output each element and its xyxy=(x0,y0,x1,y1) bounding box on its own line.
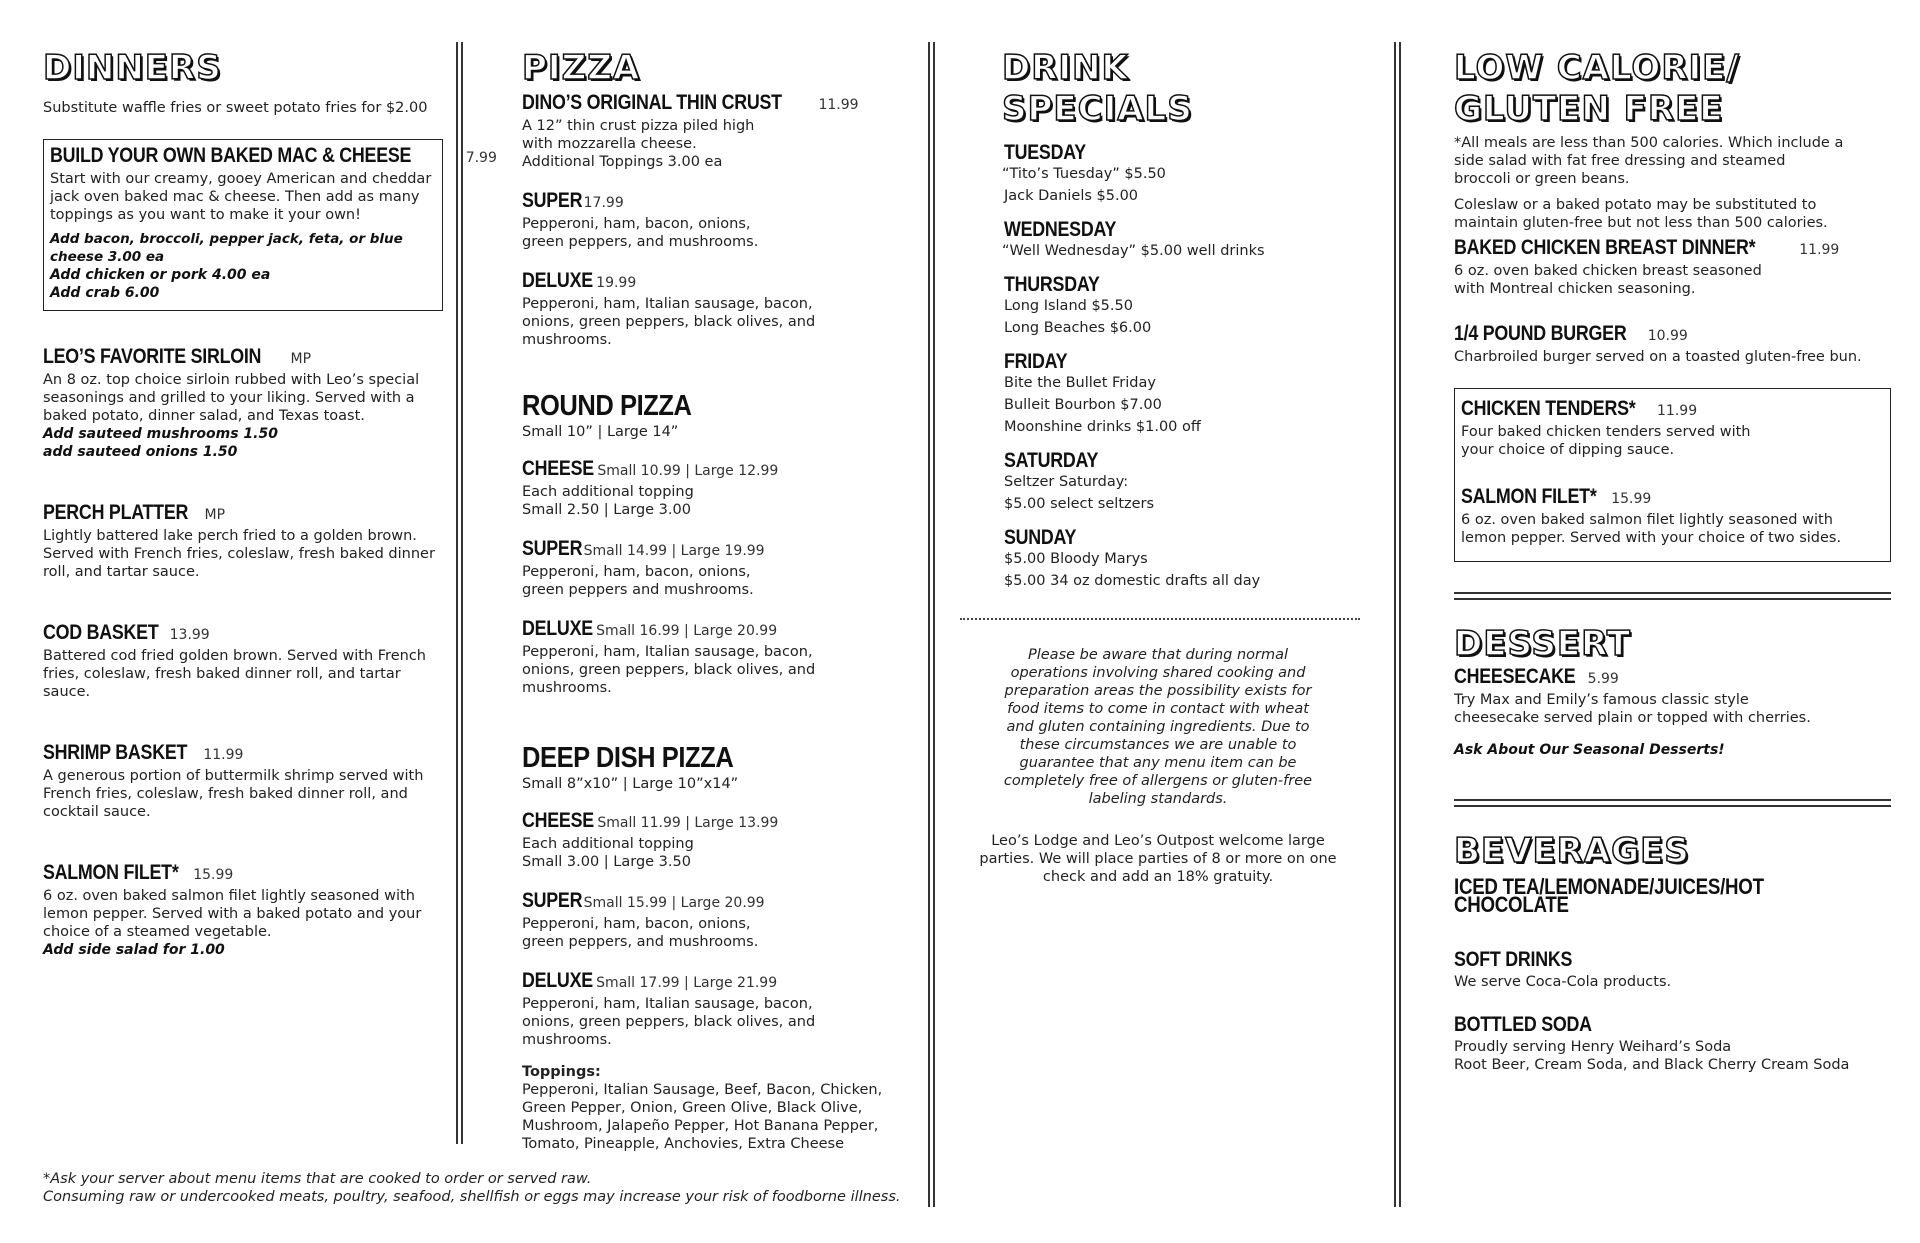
lowcal-column xyxy=(1454,48,1894,1106)
item-price: 11.99 xyxy=(1657,403,1698,419)
drink-day xyxy=(1002,449,1362,515)
item-name: BUILD YOUR OWN BAKED MAC & CHEESE xyxy=(50,144,412,167)
item-desc: Battered cod fried golden brown. Served with French fries, coleslaw, fresh baked dinner roll, and tartar sauce. xyxy=(43,648,426,700)
item-desc: Try Max and Emily’s famous classic style cheesecake served plain or topped with cherries. xyxy=(1454,692,1811,726)
drink-line: Bulleit Bourbon $7.00 xyxy=(1004,397,1162,413)
menu-item-soft-drinks xyxy=(1454,948,1894,991)
item-name: LEO’S FAVORITE SIRLOIN xyxy=(43,345,262,368)
menu-item-round-super xyxy=(522,537,922,599)
double-divider xyxy=(1454,592,1891,600)
item-price: 19.99 xyxy=(596,275,637,291)
seasonal-desserts: Ask About Our Seasonal Desserts! xyxy=(1454,742,1725,758)
item-price: 10.99 xyxy=(1647,328,1688,344)
item-desc: A 12” thin crust pizza piled high with mozzarella cheese. xyxy=(522,118,755,152)
day-name: TUESDAY xyxy=(1004,141,1086,164)
section-title-beverages: BEVERAGES xyxy=(1454,831,1690,871)
item-desc: Each additional topping xyxy=(522,836,694,852)
menu-item-super xyxy=(522,189,922,251)
footer-line: Consuming raw or undercooked meats, poultry, seafood, shellfish or eggs may increase your risk of foodborne illness. xyxy=(43,1189,901,1205)
item-addon: add sauteed onions 1.50 xyxy=(43,444,238,460)
item-addon: Add crab 6.00 xyxy=(50,285,160,301)
item-desc: Lightly battered lake perch fried to a golden brown. Served with French fries, coleslaw, fresh baked dinner roll, and tartar sauce. xyxy=(43,528,435,580)
column-divider xyxy=(1394,42,1401,1207)
item-name: DELUXE xyxy=(522,269,593,292)
menu-item-cod xyxy=(43,621,443,701)
item-extra: Small 3.00 | Large 3.50 xyxy=(522,854,691,870)
item-desc: 6 oz. oven baked salmon filet lightly seasoned with lemon pepper. Served with your choice of two sides. xyxy=(1461,512,1842,546)
dinners-note: Substitute waffle fries or sweet potato fries for $2.00 xyxy=(43,100,428,116)
section-title-pizza: PIZZA xyxy=(522,48,641,88)
footer-line: *Ask your server about menu items that are cooked to order or served raw. xyxy=(43,1171,592,1187)
item-name: SUPER xyxy=(522,189,583,212)
item-desc: An 8 oz. top choice sirloin rubbed with Leo’s special seasonings and grilled to your liking. Served with a baked potato, dinner salad, and Texas toast. xyxy=(43,372,420,424)
item-name: CHEESECAKE xyxy=(1454,665,1576,688)
day-name: WEDNESDAY xyxy=(1004,218,1117,241)
item-desc: Pepperoni, ham, bacon, onions, green peppers, and mushrooms. xyxy=(522,916,759,950)
item-desc: Pepperoni, ham, Italian sausage, bacon, onions, green peppers, black olives, and mushrooms. xyxy=(522,996,816,1048)
section-title-lowcal: LOW CALORIE/ GLUTEN FREE xyxy=(1454,48,1740,129)
drink-day xyxy=(1002,141,1362,207)
item-price: 11.99 xyxy=(203,747,244,763)
item-desc: Pepperoni, ham, Italian sausage, bacon, onions, green peppers, black olives, and mushrooms. xyxy=(522,644,816,696)
item-name: SALMON FILET* xyxy=(1461,485,1597,508)
drink-line: Moonshine drinks $1.00 off xyxy=(1004,419,1201,435)
item-name: DELUXE xyxy=(522,969,593,992)
iced-tea-line: ICED TEA/LEMONADE/JUICES/HOT CHOCOLATE xyxy=(1454,874,1764,917)
drink-day xyxy=(1002,218,1362,262)
drink-line: Jack Daniels $5.00 xyxy=(1004,188,1139,204)
item-name: SUPER xyxy=(522,537,583,560)
menu-item-bottled-soda xyxy=(1454,1013,1894,1074)
item-desc: Start with our creamy, gooey American and cheddar jack oven baked mac & cheese. Then add as many toppings as you want to make it your own! xyxy=(50,171,432,223)
item-desc: Four baked chicken tenders served with your choice of dipping sauce. xyxy=(1461,424,1751,458)
item-price: Small 16.99 | Large 20.99 xyxy=(596,623,778,639)
drink-line: Long Island $5.50 xyxy=(1004,298,1133,314)
drink-line: $5.00 Bloody Marys xyxy=(1004,551,1148,567)
deep-dish-sizes: Small 8”x10” | Large 10”x14” xyxy=(522,776,739,792)
drink-line: “Well Wednesday” $5.00 well drinks xyxy=(1002,243,1265,259)
drink-day xyxy=(1002,350,1362,438)
pizza-column xyxy=(522,48,922,1153)
column-divider xyxy=(928,42,935,1207)
item-name: COD BASKET xyxy=(43,621,159,644)
footer-disclaimer xyxy=(43,1170,900,1206)
item-name: BOTTLED SODA xyxy=(1454,1013,1592,1036)
item-price: 11.99 xyxy=(1799,242,1840,258)
section-title-dessert: DESSERT xyxy=(1454,624,1631,664)
menu-item-deep-deluxe xyxy=(522,969,922,1049)
item-name: CHEESE xyxy=(522,457,594,480)
item-price: Small 15.99 | Large 20.99 xyxy=(583,895,765,911)
item-extra: Additional Toppings 3.00 ea xyxy=(522,154,723,170)
item-name: DELUXE xyxy=(522,617,593,640)
item-addon: Add sauteed mushrooms 1.50 xyxy=(43,426,278,442)
item-price: 7.99 xyxy=(465,150,497,166)
day-name: THURSDAY xyxy=(1004,273,1100,296)
drink-line: Seltzer Saturday: xyxy=(1004,474,1129,490)
item-desc: We serve Coca-Cola products. xyxy=(1454,974,1672,990)
menu-item-sirloin xyxy=(43,345,443,461)
menu-item-chicken-breast xyxy=(1454,236,1894,298)
menu-item-cheesecake xyxy=(1454,665,1894,727)
item-addon: Add side salad for 1.00 xyxy=(43,942,225,958)
item-name: DINO’S ORIGINAL THIN CRUST xyxy=(522,91,782,114)
day-name: SUNDAY xyxy=(1004,526,1077,549)
item-name: SUPER xyxy=(522,889,583,912)
item-desc: A generous portion of buttermilk shrimp served with French fries, coleslaw, fresh baked dinner roll, and cocktail sauce. xyxy=(43,768,424,820)
item-addon: Add chicken or pork 4.00 ea xyxy=(50,267,271,283)
section-title-dinners: DINNERS xyxy=(43,48,222,88)
menu-item-deep-super xyxy=(522,889,922,951)
menu-item-tenders xyxy=(1461,397,1884,459)
item-name: SHRIMP BASKET xyxy=(43,741,188,764)
deep-dish-title: DEEP DISH PIZZA xyxy=(522,742,734,774)
menu-item-burger xyxy=(1454,322,1894,366)
item-desc: 6 oz. oven baked chicken breast seasoned with Montreal chicken seasoning. xyxy=(1454,263,1762,297)
lowcal-note: Coleslaw or a baked potato may be substituted to maintain gluten-free but not less than 500 calories. xyxy=(1454,197,1828,231)
item-desc: Charbroiled burger served on a toasted gluten-free bun. xyxy=(1454,349,1862,365)
section-title-drinks: DRINK SPECIALS xyxy=(1002,48,1193,129)
menu-item-perch xyxy=(43,501,443,581)
item-name: SALMON FILET* xyxy=(43,861,179,884)
menu-item-lowcal-salmon xyxy=(1461,485,1884,547)
tenders-salmon-box xyxy=(1454,388,1891,562)
item-price: 15.99 xyxy=(193,867,234,883)
double-divider xyxy=(1454,799,1891,807)
item-addon: Add bacon, broccoli, pepper jack, feta, or blue cheese 3.00 ea xyxy=(50,231,403,265)
item-desc: Pepperoni, ham, bacon, onions, green peppers and mushrooms. xyxy=(522,564,754,598)
item-name: PERCH PLATTER xyxy=(43,501,189,524)
drink-day xyxy=(1002,526,1362,592)
drink-line: $5.00 34 oz domestic drafts all day xyxy=(1004,573,1261,589)
item-desc: Pepperoni, ham, bacon, onions, green peppers, and mushrooms. xyxy=(522,216,759,250)
item-price: MP xyxy=(204,507,226,523)
item-price: Small 10.99 | Large 12.99 xyxy=(597,463,779,479)
drink-line: “Tito’s Tuesday” $5.50 xyxy=(1002,166,1166,182)
menu-item-round-cheese xyxy=(522,457,922,519)
item-price: 5.99 xyxy=(1587,671,1619,687)
day-name: FRIDAY xyxy=(1004,350,1068,373)
menu-item-salmon xyxy=(43,861,443,959)
toppings-list: Pepperoni, Italian Sausage, Beef, Bacon, Chicken, Green Pepper, Onion, Green Olive, Black Olive, Mushroom, Jalapeño Pepper, Hot Banana Pepper, Tomato, Pineapple, Anchovies, Extra Cheese xyxy=(522,1082,883,1152)
drink-line: Long Beaches $6.00 xyxy=(1004,320,1152,336)
item-price: 11.99 xyxy=(818,97,859,113)
lowcal-note: *All meals are less than 500 calories. Which include a side salad with fat free dressing and steamed broccoli or green beans. xyxy=(1454,135,1844,187)
item-price: MP xyxy=(290,351,312,367)
item-desc: Proudly serving Henry Weihard’s Soda xyxy=(1454,1039,1732,1055)
allergen-disclaimer: Please be aware that during normal operations involving shared cooking and preparation areas the possibility exists for food items to come in contact with wheat and gluten containing ingredients. Due to these circumstances we are unable to guarantee that any menu item can be completely free of allergens or gluten-free labeling standards. xyxy=(1003,647,1313,807)
item-name: 1/4 POUND BURGER xyxy=(1454,322,1627,345)
item-extra: Small 2.50 | Large 3.00 xyxy=(522,502,691,518)
item-name: CHICKEN TENDERS* xyxy=(1461,397,1636,420)
drink-day xyxy=(1002,273,1362,339)
large-parties-note: Leo’s Lodge and Leo’s Outpost welcome large parties. We will place parties of 8 or more on one check and add an 18% gratuity. xyxy=(979,833,1337,885)
item-price: Small 11.99 | Large 13.99 xyxy=(597,815,779,831)
mac-cheese-box xyxy=(43,139,497,311)
toppings-label: Toppings: xyxy=(522,1064,601,1080)
menu-item-round-deluxe xyxy=(522,617,922,697)
item-desc: Root Beer, Cream Soda, and Black Cherry Cream Soda xyxy=(1454,1057,1850,1073)
item-price: Small 17.99 | Large 21.99 xyxy=(596,975,778,991)
item-price: 13.99 xyxy=(169,627,210,643)
item-price: 17.99 xyxy=(583,195,624,211)
item-desc: 6 oz. oven baked salmon filet lightly seasoned with lemon pepper. Served with a baked potato and your choice of a steamed vegetable. xyxy=(43,888,422,940)
round-pizza-sizes: Small 10” | Large 14” xyxy=(522,424,679,440)
item-name: BAKED CHICKEN BREAST DINNER* xyxy=(1454,236,1756,259)
item-desc: Each additional topping xyxy=(522,484,694,500)
menu-item-deluxe xyxy=(522,269,922,349)
item-name: CHEESE xyxy=(522,809,594,832)
item-price: Small 14.99 | Large 19.99 xyxy=(583,543,765,559)
item-desc: Pepperoni, ham, Italian sausage, bacon, onions, green peppers, black olives, and mushrooms. xyxy=(522,296,816,348)
round-pizza-title: ROUND PIZZA xyxy=(522,390,692,422)
item-price: 15.99 xyxy=(1611,491,1652,507)
menu-item-shrimp xyxy=(43,741,443,821)
drink-line: $5.00 select seltzers xyxy=(1004,496,1155,512)
column-divider xyxy=(456,42,463,1144)
item-name: SOFT DRINKS xyxy=(1454,948,1573,971)
dotted-divider xyxy=(960,618,1360,620)
drink-line: Bite the Bullet Friday xyxy=(1004,375,1156,391)
dinners-column xyxy=(43,48,497,991)
day-name: SATURDAY xyxy=(1004,449,1099,472)
menu-item-deep-cheese xyxy=(522,809,922,871)
menu-item-original xyxy=(522,91,922,171)
drinks-column xyxy=(979,48,1362,886)
